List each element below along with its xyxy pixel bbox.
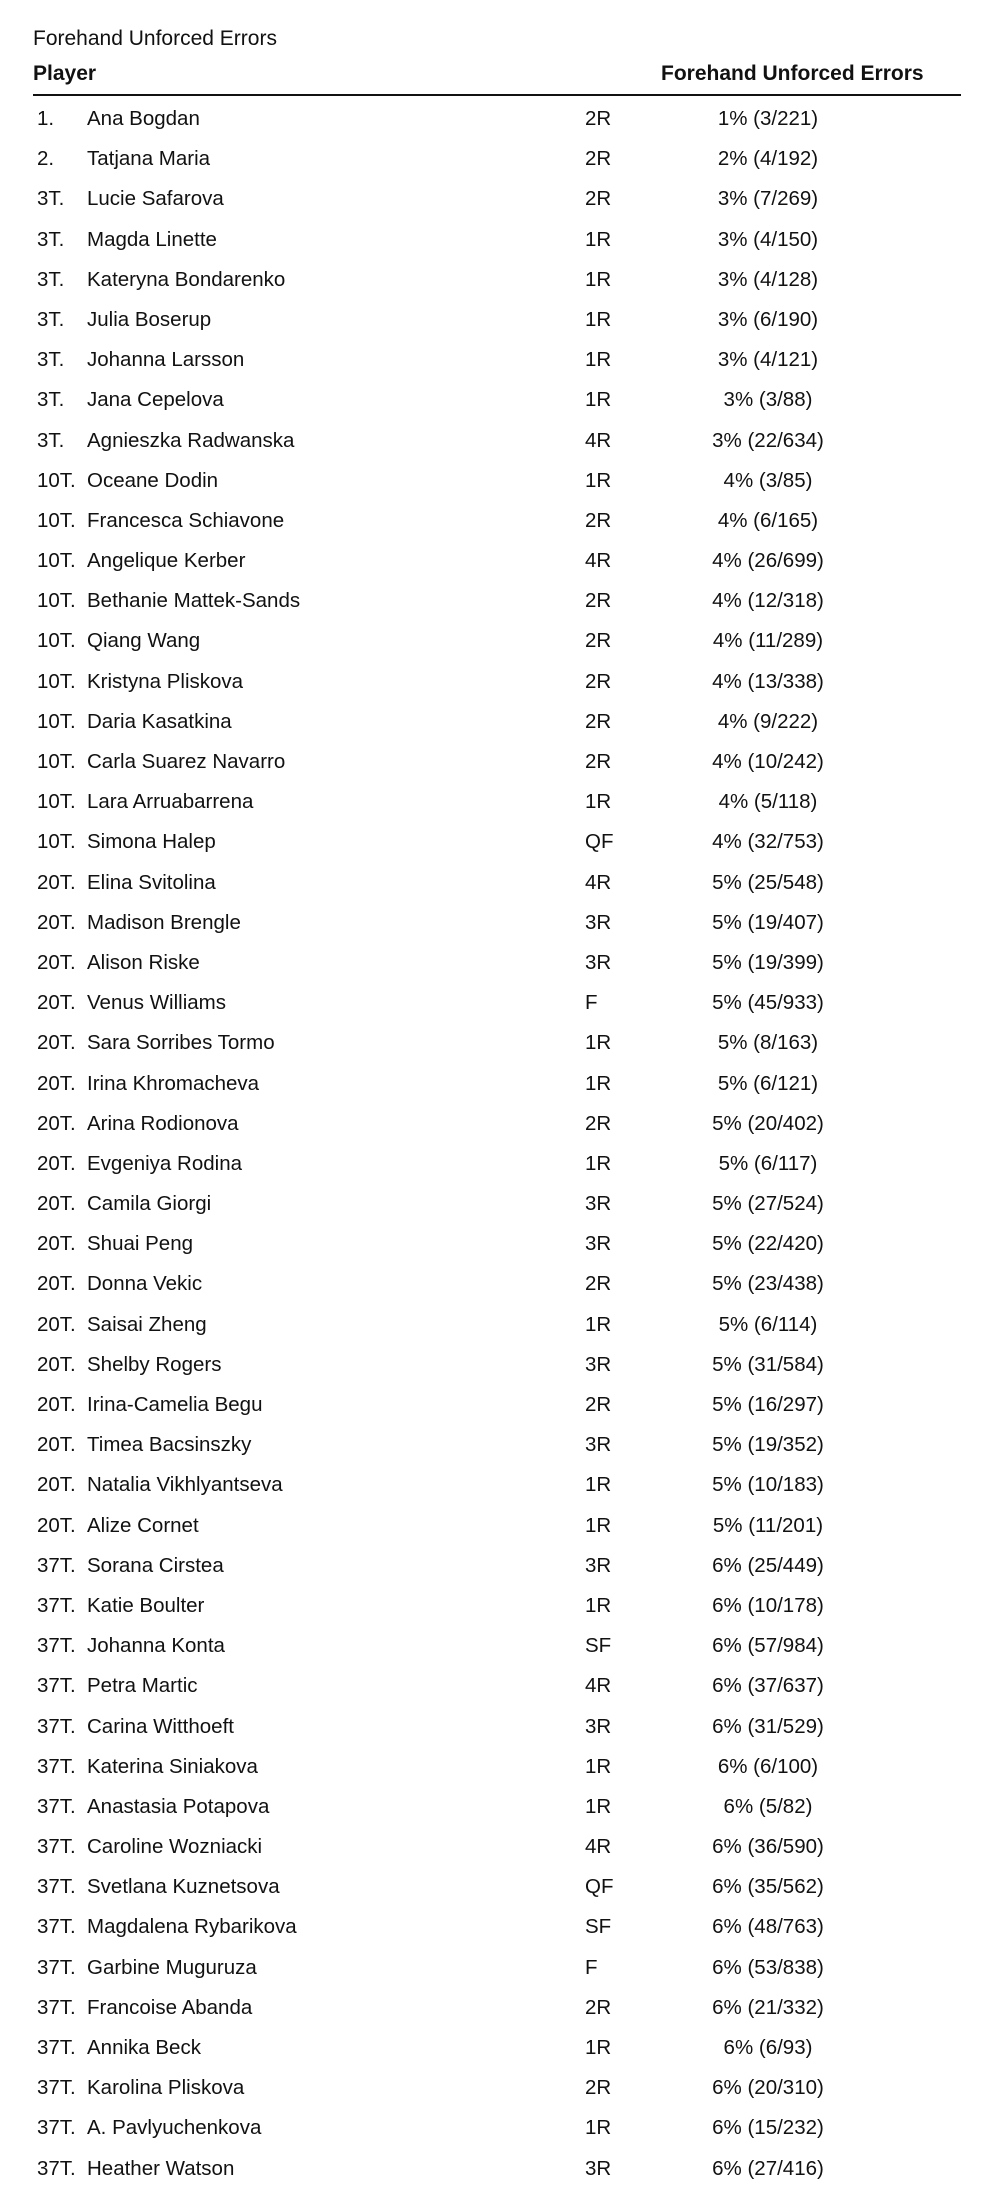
rank-cell: 10T. — [37, 629, 76, 653]
table-body — [33, 98, 961, 2188]
round-cell: 2R — [585, 508, 612, 532]
rank-cell: 20T. — [37, 1111, 76, 1135]
table-row — [33, 1665, 961, 1705]
round-cell: 2R — [585, 709, 612, 733]
table-row — [33, 1464, 961, 1504]
player-name-cell: Johanna Konta — [87, 1634, 225, 1658]
round-cell: 1R — [585, 790, 612, 814]
player-name-cell: Sorana Cirstea — [87, 1553, 224, 1577]
round-cell: 1R — [585, 2116, 612, 2140]
table-row — [33, 540, 961, 580]
player-name-cell: Caroline Wozniacki — [87, 1835, 263, 1859]
error-rate-cell: 6% (53/838) — [712, 1955, 824, 1979]
table-row — [33, 1906, 961, 1946]
round-cell: 1R — [585, 388, 612, 412]
rank-cell: 37T. — [37, 1835, 76, 1859]
table-row — [33, 661, 961, 701]
round-cell: 1R — [585, 1513, 612, 1537]
round-cell: 2R — [585, 589, 612, 613]
player-name-cell: Francoise Abanda — [87, 1995, 253, 2019]
table-row — [33, 379, 961, 419]
table-row — [33, 1505, 961, 1545]
round-cell: 2R — [585, 629, 612, 653]
round-cell: 4R — [585, 1835, 612, 1859]
table-row — [33, 2027, 961, 2067]
column-header-forehand-unforced-errors: Forehand Unforced Errors — [661, 62, 924, 85]
rank-cell: 20T. — [37, 910, 76, 934]
player-name-cell: Timea Bacsinszky — [87, 1433, 252, 1457]
error-rate-cell: 6% (31/529) — [712, 1714, 824, 1738]
round-cell: 1R — [585, 1754, 612, 1778]
rank-cell: 37T. — [37, 1754, 76, 1778]
player-name-cell: Svetlana Kuznetsova — [87, 1875, 280, 1899]
rank-cell: 37T. — [37, 2076, 76, 2100]
round-cell: 4R — [585, 870, 612, 894]
player-name-cell: Kristyna Pliskova — [87, 669, 244, 693]
rank-cell: 10T. — [37, 549, 76, 573]
player-name-cell: Julia Boserup — [87, 307, 212, 331]
table-row — [33, 500, 961, 540]
round-cell: F — [585, 1955, 598, 1979]
rank-cell: 20T. — [37, 1272, 76, 1296]
error-rate-cell: 6% (15/232) — [712, 2116, 824, 2140]
rank-cell: 10T. — [37, 468, 76, 492]
rank-cell: 37T. — [37, 1915, 76, 1939]
player-name-cell: Karolina Pliskova — [87, 2076, 245, 2100]
player-name-cell: Irina Khromacheva — [87, 1071, 260, 1095]
error-rate-cell: 6% (10/178) — [712, 1593, 824, 1617]
player-name-cell: Carla Suarez Navarro — [87, 750, 286, 773]
error-rate-cell: 6% (36/590) — [712, 1835, 824, 1859]
player-name-cell: Evgeniya Rodina — [87, 1151, 242, 1175]
table-row — [33, 1826, 961, 1866]
player-name-cell: Katerina Siniakova — [87, 1754, 258, 1778]
player-name-cell: Heather Watson — [87, 2156, 235, 2180]
round-cell: 3R — [585, 1433, 612, 1457]
player-name-cell: Lara Arruabarrena — [87, 790, 254, 814]
table-row — [33, 299, 961, 339]
table-row — [33, 580, 961, 620]
player-name-cell: Tatjana Maria — [87, 147, 211, 171]
round-cell: 1R — [585, 1794, 612, 1818]
round-cell: 1R — [585, 2036, 612, 2059]
table-row — [33, 1706, 961, 1746]
rank-cell: 37T. — [37, 1593, 76, 1617]
round-cell: 2R — [585, 1272, 612, 1296]
error-rate-cell: 5% (11/201) — [712, 1513, 824, 1537]
round-cell: QF — [585, 830, 614, 854]
rank-cell: 20T. — [37, 1513, 76, 1537]
error-rate-cell: 6% (57/984) — [712, 1634, 824, 1658]
player-name-cell: Oceane Dodin — [87, 468, 219, 492]
round-cell: QF — [585, 1875, 614, 1899]
error-rate-cell: 5% (6/114) — [718, 1312, 818, 1336]
table-row — [33, 1746, 961, 1786]
table-row — [33, 1263, 961, 1303]
round-cell: 2R — [585, 669, 612, 693]
rank-cell: 20T. — [37, 1312, 76, 1336]
table-row — [33, 781, 961, 821]
player-name-cell: Venus Williams — [87, 991, 226, 1015]
error-rate-cell: 5% (16/297) — [712, 1393, 824, 1416]
table-row — [33, 1183, 961, 1223]
rank-cell: 10T. — [37, 669, 76, 693]
table-row — [33, 741, 961, 781]
table-row — [33, 701, 961, 741]
rank-cell: 37T. — [37, 1955, 76, 1979]
error-rate-cell: 3% (4/150) — [717, 227, 819, 251]
player-name-cell: Sara Sorribes Tormo — [87, 1031, 275, 1055]
player-name-cell: Shuai Peng — [87, 1232, 194, 1256]
table-row — [33, 862, 961, 902]
error-rate-cell: 6% (21/332) — [712, 1995, 824, 2019]
rank-cell: 20T. — [37, 1151, 76, 1175]
rank-cell: 20T. — [37, 1352, 76, 1376]
rank-cell: 37T. — [37, 2116, 76, 2140]
rank-cell: 20T. — [37, 950, 76, 974]
player-name-cell: A. Pavlyuchenkova — [87, 2116, 262, 2140]
table-row — [33, 1022, 961, 1062]
rank-cell: 3T. — [37, 428, 65, 452]
table-row — [33, 339, 961, 379]
rank-cell: 10T. — [37, 830, 76, 854]
table-row — [33, 1063, 961, 1103]
rank-cell: 3T. — [37, 388, 65, 412]
table-row — [33, 138, 961, 178]
rank-cell: 3T. — [37, 307, 65, 331]
table-row — [33, 1786, 961, 1826]
table-row — [33, 420, 961, 460]
table-row — [33, 98, 961, 138]
error-rate-cell: 4% (10/242) — [712, 750, 824, 773]
error-rate-cell: 3% (3/88) — [723, 388, 813, 412]
error-rate-cell: 4% (12/318) — [712, 589, 824, 613]
player-name-cell: Arina Rodionova — [87, 1111, 239, 1135]
player-name-cell: Simona Halep — [87, 830, 216, 854]
player-name-cell: Petra Martic — [87, 1674, 198, 1698]
error-rate-cell: 5% (19/399) — [712, 950, 824, 974]
rank-cell: 37T. — [37, 1674, 76, 1698]
round-cell: 3R — [585, 1553, 612, 1577]
player-name-cell: Lucie Safarova — [87, 187, 224, 211]
table-header — [33, 60, 961, 96]
round-cell: 3R — [585, 950, 612, 974]
error-rate-cell: 4% (13/338) — [712, 669, 824, 693]
rank-cell: 2. — [37, 147, 55, 171]
player-name-cell: Francesca Schiavone — [87, 508, 285, 532]
player-name-cell: Daria Kasatkina — [87, 709, 232, 733]
rank-cell: 37T. — [37, 2036, 76, 2059]
round-cell: 1R — [585, 348, 612, 372]
player-name-cell: Shelby Rogers — [87, 1352, 222, 1376]
table-row — [33, 1143, 961, 1183]
player-name-cell: Garbine Muguruza — [87, 1955, 257, 1979]
round-cell: 1R — [585, 1151, 612, 1175]
error-rate-cell: 5% (45/933) — [712, 991, 824, 1015]
rank-cell: 20T. — [37, 1232, 76, 1256]
round-cell: 2R — [585, 107, 612, 130]
round-cell: 2R — [585, 1995, 612, 2019]
table-row — [33, 821, 961, 861]
round-cell: 4R — [585, 549, 612, 573]
round-cell: SF — [585, 1915, 612, 1939]
error-rate-cell: 3% (4/128) — [717, 267, 819, 291]
table-row — [33, 2148, 961, 2188]
rank-cell: 20T. — [37, 1473, 76, 1497]
table-row — [33, 1585, 961, 1625]
round-cell: 3R — [585, 910, 612, 934]
error-rate-cell: 5% (19/352) — [712, 1433, 824, 1457]
table-row — [33, 1625, 961, 1665]
player-name-cell: Annika Beck — [87, 2036, 201, 2059]
error-rate-cell: 3% (4/121) — [717, 348, 819, 372]
player-name-cell: Anastasia Potapova — [87, 1794, 270, 1818]
rank-cell: 1. — [37, 107, 55, 130]
player-name-cell: Madison Brengle — [87, 910, 241, 934]
error-rate-cell: 4% (11/289) — [712, 629, 824, 653]
table-row — [33, 1223, 961, 1263]
error-rate-cell: 5% (23/438) — [712, 1272, 824, 1296]
error-rate-cell: 5% (27/524) — [712, 1192, 824, 1216]
player-name-cell: Donna Vekic — [87, 1272, 203, 1296]
table-caption: Forehand Unforced Errors — [33, 27, 277, 50]
error-rate-cell: 5% (31/584) — [712, 1352, 824, 1376]
player-name-cell: Agnieszka Radwanska — [87, 428, 295, 452]
error-rate-cell: 4% (6/165) — [717, 508, 819, 532]
player-name-cell: Alize Cornet — [87, 1513, 199, 1537]
error-rate-cell: 5% (19/407) — [712, 910, 824, 934]
round-cell: 2R — [585, 1393, 612, 1416]
player-name-cell: Alison Riske — [87, 950, 200, 974]
rank-cell: 3T. — [37, 267, 65, 291]
round-cell: 2R — [585, 2076, 612, 2100]
error-rate-cell: 4% (32/753) — [712, 830, 824, 854]
rank-cell: 10T. — [37, 750, 76, 773]
player-name-cell: Natalia Vikhlyantseva — [87, 1473, 283, 1497]
player-name-cell: Saisai Zheng — [87, 1312, 207, 1336]
error-rate-cell: 3% (22/634) — [712, 428, 824, 452]
error-rate-cell: 6% (25/449) — [712, 1553, 824, 1577]
error-rate-cell: 3% (6/190) — [717, 307, 819, 331]
rank-cell: 37T. — [37, 1875, 76, 1899]
round-cell: 1R — [585, 307, 612, 331]
table-row — [33, 178, 961, 218]
round-cell: 1R — [585, 1593, 612, 1617]
round-cell: 1R — [585, 1071, 612, 1095]
table-row — [33, 460, 961, 500]
error-rate-cell: 4% (9/222) — [717, 709, 819, 733]
round-cell: 3R — [585, 2156, 612, 2180]
player-name-cell: Jana Cepelova — [87, 388, 224, 412]
table-row — [33, 1866, 961, 1906]
table-row — [33, 902, 961, 942]
error-rate-cell: 6% (35/562) — [712, 1875, 824, 1899]
rank-cell: 10T. — [37, 790, 76, 814]
player-name-cell: Kateryna Bondarenko — [87, 267, 286, 291]
error-rate-cell: 5% (6/117) — [718, 1151, 818, 1175]
rank-cell: 37T. — [37, 1553, 76, 1577]
error-rate-cell: 5% (20/402) — [712, 1111, 824, 1135]
table-row — [33, 1987, 961, 2027]
round-cell: 3R — [585, 1192, 612, 1216]
error-rate-cell: 6% (27/416) — [712, 2156, 824, 2180]
error-rate-cell: 2% (4/192) — [717, 147, 819, 171]
round-cell: 2R — [585, 750, 612, 773]
round-cell: 1R — [585, 468, 612, 492]
player-name-cell: Irina-Camelia Begu — [87, 1393, 263, 1416]
rank-cell: 10T. — [37, 589, 76, 613]
table-row — [33, 1545, 961, 1585]
error-rate-cell: 6% (5/82) — [723, 1794, 813, 1818]
round-cell: 1R — [585, 227, 612, 251]
table-row — [33, 219, 961, 259]
error-rate-cell: 4% (3/85) — [723, 468, 813, 492]
player-name-cell: Magdalena Rybarikova — [87, 1915, 297, 1939]
rank-cell: 20T. — [37, 1433, 76, 1457]
player-name-cell: Carina Witthoeft — [87, 1714, 234, 1738]
error-rate-cell: 5% (10/183) — [712, 1473, 824, 1497]
error-rate-cell: 6% (20/310) — [712, 2076, 824, 2100]
rank-cell: 3T. — [37, 348, 65, 372]
round-cell: 2R — [585, 147, 612, 171]
rank-cell: 37T. — [37, 1634, 76, 1658]
round-cell: SF — [585, 1634, 612, 1658]
round-cell: 1R — [585, 1473, 612, 1497]
round-cell: 3R — [585, 1232, 612, 1256]
player-name-cell: Johanna Larsson — [87, 348, 245, 372]
player-name-cell: Katie Boulter — [87, 1593, 205, 1617]
rank-cell: 37T. — [37, 2156, 76, 2180]
error-rate-cell: 6% (6/93) — [723, 2036, 813, 2059]
round-cell: 2R — [585, 187, 612, 211]
error-rate-cell: 5% (8/163) — [717, 1031, 819, 1055]
player-name-cell: Ana Bogdan — [87, 107, 200, 130]
player-name-cell: Magda Linette — [87, 227, 217, 251]
rank-cell: 10T. — [37, 508, 76, 532]
table-row — [33, 1384, 961, 1424]
round-cell: 4R — [585, 1674, 612, 1698]
rank-cell: 20T. — [37, 1393, 76, 1416]
table-row — [33, 1424, 961, 1464]
rank-cell: 3T. — [37, 187, 65, 211]
rank-cell: 20T. — [37, 1031, 76, 1055]
rank-cell: 20T. — [37, 870, 76, 894]
player-name-cell: Camila Giorgi — [87, 1192, 212, 1216]
player-name-cell: Angelique Kerber — [87, 549, 246, 573]
rank-cell: 20T. — [37, 1071, 76, 1095]
round-cell: 2R — [585, 1111, 612, 1135]
rank-cell: 37T. — [37, 1714, 76, 1738]
round-cell: F — [585, 991, 598, 1015]
round-cell: 1R — [585, 1312, 612, 1336]
round-cell: 1R — [585, 1031, 612, 1055]
round-cell: 1R — [585, 267, 612, 291]
round-cell: 3R — [585, 1714, 612, 1738]
rank-cell: 37T. — [37, 1995, 76, 2019]
round-cell: 3R — [585, 1352, 612, 1376]
table-row — [33, 259, 961, 299]
rank-cell: 3T. — [37, 227, 65, 251]
error-rate-cell: 5% (25/548) — [712, 870, 824, 894]
table-row — [33, 982, 961, 1022]
table-row — [33, 1344, 961, 1384]
error-rate-cell: 3% (7/269) — [717, 187, 819, 211]
error-rate-cell: 4% (26/699) — [712, 549, 824, 573]
error-rate-cell: 4% (5/118) — [718, 790, 818, 814]
table-row — [33, 620, 961, 660]
rank-cell: 37T. — [37, 1794, 76, 1818]
error-rate-cell: 1% (3/221) — [717, 107, 819, 130]
rank-cell: 20T. — [37, 1192, 76, 1216]
table-row — [33, 1103, 961, 1143]
player-name-cell: Elina Svitolina — [87, 870, 216, 894]
player-name-cell: Qiang Wang — [87, 629, 201, 653]
error-rate-cell: 5% (22/420) — [712, 1232, 824, 1256]
round-cell: 4R — [585, 428, 612, 452]
column-header-player: Player — [33, 62, 97, 85]
error-rate-cell: 5% (6/121) — [717, 1071, 819, 1095]
error-rate-cell: 6% (37/637) — [712, 1674, 824, 1698]
error-rate-cell: 6% (6/100) — [717, 1754, 819, 1778]
rank-cell: 10T. — [37, 709, 76, 733]
rank-cell: 20T. — [37, 991, 76, 1015]
table-row — [33, 942, 961, 982]
error-rate-cell: 6% (48/763) — [712, 1915, 824, 1939]
table-row — [33, 1947, 961, 1987]
table-row — [33, 1304, 961, 1344]
player-name-cell: Bethanie Mattek-Sands — [87, 589, 301, 613]
table-row — [33, 2107, 961, 2147]
table-row — [33, 2067, 961, 2107]
